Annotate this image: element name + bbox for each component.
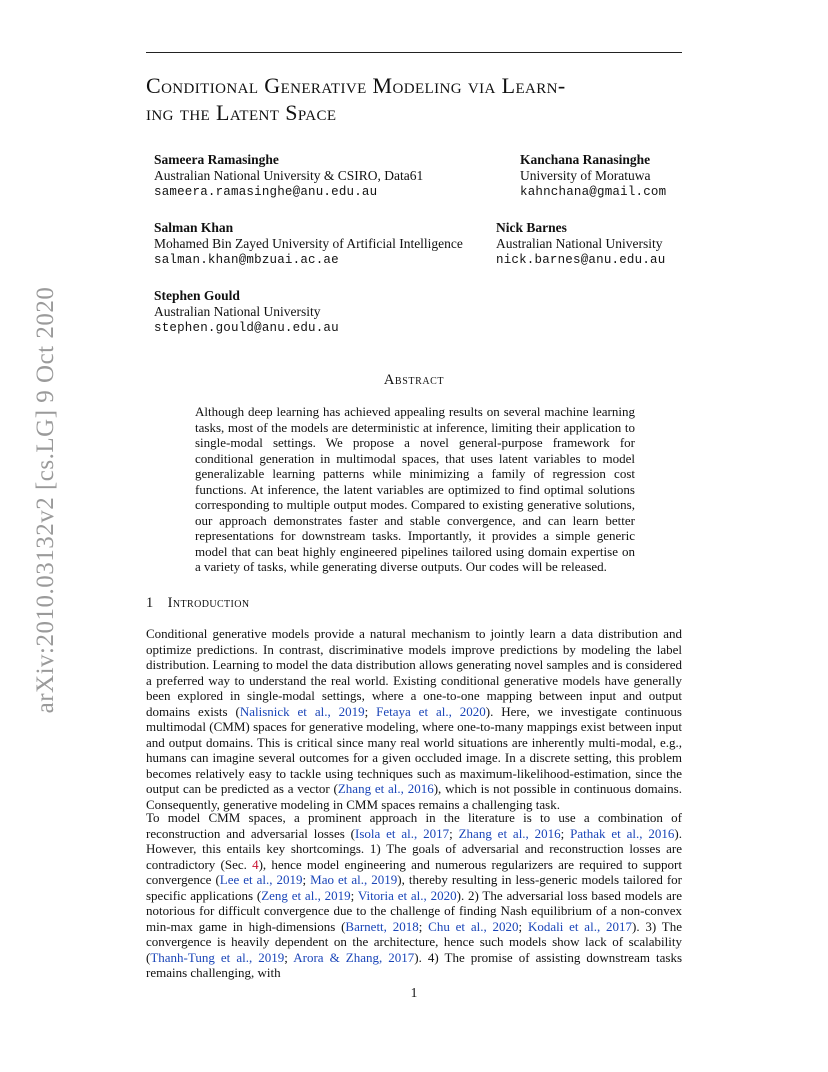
author-block-1: [154, 152, 423, 200]
section-ref-link[interactable]: 4: [252, 856, 259, 872]
author-name: Salman Khan: [154, 220, 234, 235]
citation-link[interactable]: Thanh-Tung et al., 2019: [150, 949, 285, 965]
paragraph-text: ). 3) The convergence is heavily dependent on the architecture, hence such models show lack of scalability (: [146, 918, 682, 965]
title-line-1: Conditional Generative Modeling via Learn-: [146, 73, 566, 98]
section-heading-introduction: [146, 595, 250, 612]
paragraph-text: ), hence model engineering and numerous regularizers are required to support convergence (: [146, 856, 682, 887]
author-email[interactable]: stephen.gould@anu.edu.au: [154, 321, 339, 335]
citation-separator: ;: [449, 825, 459, 841]
arxiv-stamp: arXiv:2010.03132v2 [cs.LG] 9 Oct 2020: [32, 286, 59, 714]
author-email[interactable]: salman.khan@mbzuai.ac.ae: [154, 253, 339, 267]
paragraph-text: To model CMM spaces, a prominent approach in the literature is to use a combination of reconstruction and adversarial losses (: [146, 810, 682, 841]
paragraph-text: ), which is not possible in continuous domains. Consequently, generative modeling in CMM spaces remains a challenging task.: [146, 781, 682, 812]
citation-link[interactable]: Kodali et al., 2017: [527, 918, 632, 934]
author-email[interactable]: sameera.ramasinghe@anu.edu.au: [154, 185, 378, 199]
author-name: Nick Barnes: [496, 220, 567, 235]
citation-link[interactable]: Mao et al., 2019: [310, 872, 398, 887]
citation-link[interactable]: Pathak et al., 2016: [570, 825, 675, 841]
top-rule: [146, 52, 682, 53]
citation-link[interactable]: Zeng et al., 2019: [261, 887, 351, 903]
intro-paragraph-2: [146, 810, 682, 981]
author-affiliation: Mohamed Bin Zayed University of Artificial Intelligence: [154, 236, 463, 251]
citation-separator: ;: [364, 703, 377, 719]
author-block-2: [520, 152, 666, 200]
citation-link[interactable]: Zhang et al., 2016: [458, 825, 561, 841]
section-number: 1: [146, 595, 154, 611]
author-name: Kanchana Ranasinghe: [520, 152, 651, 167]
abstract-text: Although deep learning has achieved appealing results on several machine learning tasks, most of the models are deterministic at inference, limiting their application to single-modal settings. We propose a novel general-purpose framework for conditional generation in multimodal spaces, that uses latent variables to model generalizable learning patterns while minimizing a family of regression cost functions. At inference, the latent variables are optimized to find optimal solutions corresponding to multiple output modes. Compared to existing generative solutions, our approach demonstrates faster and stable convergence, and can learn better representations for downstream tasks. Importantly, it provides a simple generic model that can beat highly engineered pipelines tailored using domain expertise on a variety of tasks, while generating diverse outputs. Our codes will be released.: [195, 404, 635, 575]
title-line-2: ing the Latent Space: [146, 100, 337, 125]
author-email[interactable]: kahnchana@gmail.com: [520, 185, 667, 199]
author-name: Sameera Ramasinghe: [154, 152, 279, 167]
paper-title: [146, 72, 706, 126]
citation-link[interactable]: Vitoria et al., 2020: [357, 887, 457, 903]
paragraph-text: ). 2) The adversarial loss based models are notorious for difficult convergence due to the challenge of finding Nash equilibrium of a non-convex min-max game in high-dimensions (: [146, 887, 682, 934]
citation-link[interactable]: Nalisnick et al., 2019: [239, 703, 365, 719]
intro-paragraph-1: [146, 626, 682, 812]
author-affiliation: Australian National University & CSIRO, Data61: [154, 168, 424, 183]
citation-link[interactable]: Chu et al., 2020: [428, 918, 519, 934]
section-title: Introduction: [167, 595, 250, 611]
paragraph-text: Conditional generative models provide a natural mechanism to jointly learn a data distribution and optimize predictions. In contrast, discriminative models improve predictions by modeling the label distribution. Learning to model the data distribution allows generating novel samples and is considered a preferred way to understand the real world. Existing conditional generative models have generally been explored in single-modal settings, where a one-to-one mapping between input and output domains exists (: [146, 626, 682, 719]
citation-link[interactable]: Zhang et al., 2016: [337, 781, 434, 796]
citation-link[interactable]: Lee et al., 2019: [219, 872, 303, 887]
author-block-3: [154, 220, 463, 268]
citation-separator: ;: [350, 887, 358, 903]
author-affiliation: University of Moratuwa: [520, 168, 651, 183]
citation-separator: ;: [560, 825, 571, 841]
citation-separator: ;: [418, 918, 429, 934]
author-email[interactable]: nick.barnes@anu.edu.au: [496, 253, 666, 267]
author-block-4: [496, 220, 665, 268]
citation-separator: ;: [518, 918, 528, 934]
citation-link[interactable]: Isola et al., 2017: [355, 825, 450, 841]
page-number: 1: [410, 985, 418, 1000]
citation-link[interactable]: Barnett, 2018: [345, 918, 419, 934]
paragraph-text: ). However, this entails key shortcomings. 1) The goals of adversarial and reconstruction losses are contradictory (Sec.: [146, 825, 682, 872]
abstract-heading: Abstract: [383, 372, 445, 388]
citation-link[interactable]: Fetaya et al., 2020: [376, 703, 486, 719]
paragraph-text: ). 4) The promise of assisting downstream tasks remains challenging, with: [146, 949, 683, 980]
author-affiliation: Australian National University: [154, 304, 321, 319]
author-name: Stephen Gould: [154, 288, 240, 303]
citation-separator: ;: [302, 872, 311, 887]
citation-link[interactable]: Arora & Zhang, 2017: [293, 949, 415, 965]
author-block-5: [154, 288, 339, 336]
paragraph-text: ), thereby resulting in less-generic models tailored for specific applications (: [146, 872, 682, 903]
author-affiliation: Australian National University: [496, 236, 663, 251]
citation-separator: ;: [284, 949, 294, 965]
paragraph-text: ). Here, we investigate continuous multimodal (CMM) spaces for generative modeling, where one-to-many mappings exist between input and output domains. This is critical since many real world situations are inherently multi-modal, e.g., humans can imagine several outcomes for a given occluded image. In a discrete setting, this problem becomes relatively easy to tackle using techniques such as maximum-likelihood-estimation, since the output can be predicted as a vector (: [146, 703, 682, 796]
